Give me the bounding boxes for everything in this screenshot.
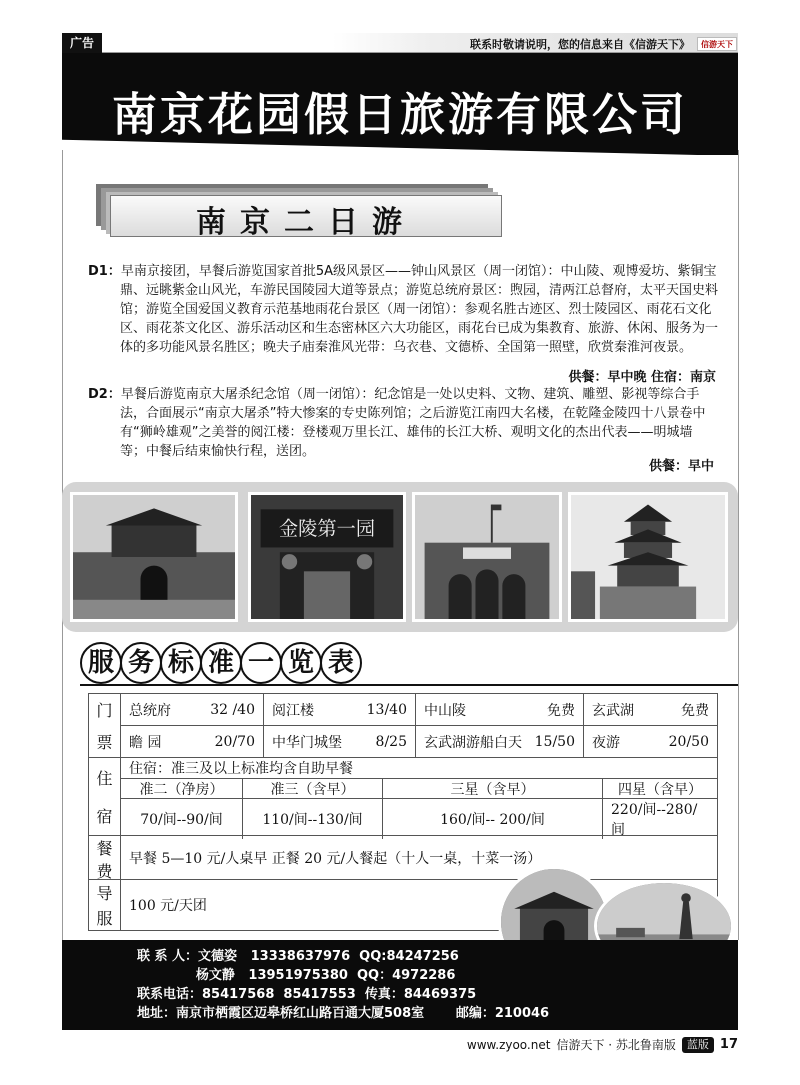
page-footer bbox=[467, 1036, 738, 1053]
ticket-cell: 夜游 20/50 bbox=[592, 733, 709, 751]
presidential-palace-photo bbox=[412, 492, 562, 622]
lodging-note: 住宿：准三及以上标准均含自助早餐 bbox=[121, 758, 717, 779]
contact-line: 杨文静 13951975380 QQ：4972286 bbox=[137, 968, 456, 983]
lodging-price: 110/间--130/间 bbox=[243, 799, 383, 839]
source-note: 联系时敬请说明，您的信息来自《信游天下》 bbox=[470, 38, 690, 51]
day1-label: D1： bbox=[88, 264, 121, 279]
meal-text: 早餐 5—10 元/人桌早 正餐 20 元/人餐起（十人一桌，十菜一汤） bbox=[129, 850, 542, 867]
meal-header: 餐 费 bbox=[89, 836, 121, 879]
lodging-type: 四星（含早） bbox=[618, 781, 702, 798]
lodging-row bbox=[89, 758, 717, 836]
contact-line: 联系电话：85417568 85417553 传真：84469375 bbox=[137, 987, 477, 1002]
day1-text: 早南京接团，早餐后游览国家首批5A级风景区——钟山风景区（周一闭馆）：中山陵、观博爱坊、紫铜宝鼎、远眺紫金山风光，车游民国陵园大道等景点；游览总统府景区：煦园，清两江总督府，太平天国史料馆；游览全国爱国义教育示范基地雨花台景区（周一闭馆）：参观名胜古迹区、烈士陵园区、雨花石文化区、雨花茶文化区、游乐活动区和生态密林区六大功能区，雨花台已成为集教育、旅游、休闲、服务为一体的多功能风景名胜区；晚夫子庙秦淮风光带：乌衣巷、文德桥、全国第一照壁，欣赏秦淮河夜景。 bbox=[120, 264, 719, 355]
ad-tag: 广告 bbox=[62, 33, 102, 53]
ticket-row bbox=[89, 694, 717, 758]
lodging-price: 160/间-- 200/间 bbox=[383, 799, 603, 839]
ticket-cell: 中山陵 免费 bbox=[416, 694, 584, 725]
ticket-cell: 总统府 32 /40 bbox=[121, 694, 264, 725]
heading-char: 服 bbox=[80, 642, 122, 684]
day2-text: 早餐后游览南京大屠杀纪念馆（周一闭馆）：纪念馆是一处以史料、文物、建筑、雕塑、影视等综合手法，合面展示“南京大屠杀”特大惨案的专史陈列馆；之后游览江南四大名楼，在乾隆金陵四十八景卷中有“狮岭雄观”之美誉的阅江楼：登楼观万里长江、雄伟的长江大桥、观明文化的杰出代表——明城墙等；中餐后结束愉快行程，送团。 bbox=[120, 387, 706, 459]
lodging-type: 三星（含早） bbox=[383, 779, 603, 798]
day1-block bbox=[88, 262, 718, 357]
contact-line: 地址：南京市栖霞区迈皋桥红山路百通大厦508室 邮编：210046 bbox=[137, 1006, 550, 1021]
heading-char: 务 bbox=[120, 642, 162, 684]
lodging-price: 220/间--280/间 bbox=[611, 802, 698, 838]
contact-info bbox=[137, 947, 549, 1023]
footer-url: www.zyoo.net bbox=[466, 1037, 551, 1052]
heading-char: 准 bbox=[200, 642, 242, 684]
day2-label: D2： bbox=[88, 387, 121, 402]
company-title: 南京花园假日旅游有限公司 bbox=[111, 88, 688, 141]
edition-badge: 蓝版 bbox=[682, 1037, 714, 1053]
day2-meal: 供餐：早中 bbox=[648, 459, 714, 474]
yuejiang-tower-photo bbox=[568, 492, 728, 622]
ticket-cell: 瞻 园 20/70 bbox=[121, 726, 264, 757]
ticket-cell: 玄武湖游船白天 15/50 bbox=[416, 726, 584, 757]
heading-char: 一 bbox=[240, 642, 282, 684]
lodging-price: 70/间--90/间 bbox=[121, 799, 243, 839]
jinling-gate-photo bbox=[248, 492, 406, 622]
ticket-cell: 阅江楼 13/40 bbox=[264, 694, 416, 725]
lodging-header: 住 宿 bbox=[89, 758, 121, 835]
tour-subtitle: 南京二日游 bbox=[196, 205, 416, 240]
heading-char: 览 bbox=[280, 642, 322, 684]
ticket-cell: 中华门城堡 8/25 bbox=[264, 726, 416, 757]
heading-char: 表 bbox=[320, 642, 362, 684]
contact-line: 联 系 人：文德姿 13338637976 QQ:84247256 bbox=[137, 949, 459, 964]
ticket-cell: 玄武湖 免费 bbox=[592, 702, 709, 719]
page-number: 17 bbox=[719, 1037, 738, 1052]
footer-edition: 信游天下 · 苏北鲁南版 bbox=[556, 1038, 676, 1052]
magazine-logo: 信游天下 bbox=[697, 37, 737, 51]
lodging-type: 准三（含早） bbox=[243, 779, 383, 798]
day2-block bbox=[88, 385, 718, 461]
guide-header: 导 服 bbox=[89, 880, 121, 930]
service-standards-heading bbox=[80, 642, 360, 686]
heading-char: 标 bbox=[160, 642, 202, 684]
day1-meal: 供餐：早中晚 住宿：南京 bbox=[568, 370, 716, 385]
lodging-type: 准二（净房） bbox=[121, 779, 243, 798]
meal-row bbox=[89, 836, 717, 880]
svg-text:金陵第一园: 金陵第一园 bbox=[278, 517, 376, 541]
city-gate-photo bbox=[70, 492, 238, 622]
ticket-header: 门 票 bbox=[89, 694, 121, 757]
guide-text: 100 元/天团 bbox=[129, 898, 207, 914]
border-right bbox=[738, 150, 739, 940]
